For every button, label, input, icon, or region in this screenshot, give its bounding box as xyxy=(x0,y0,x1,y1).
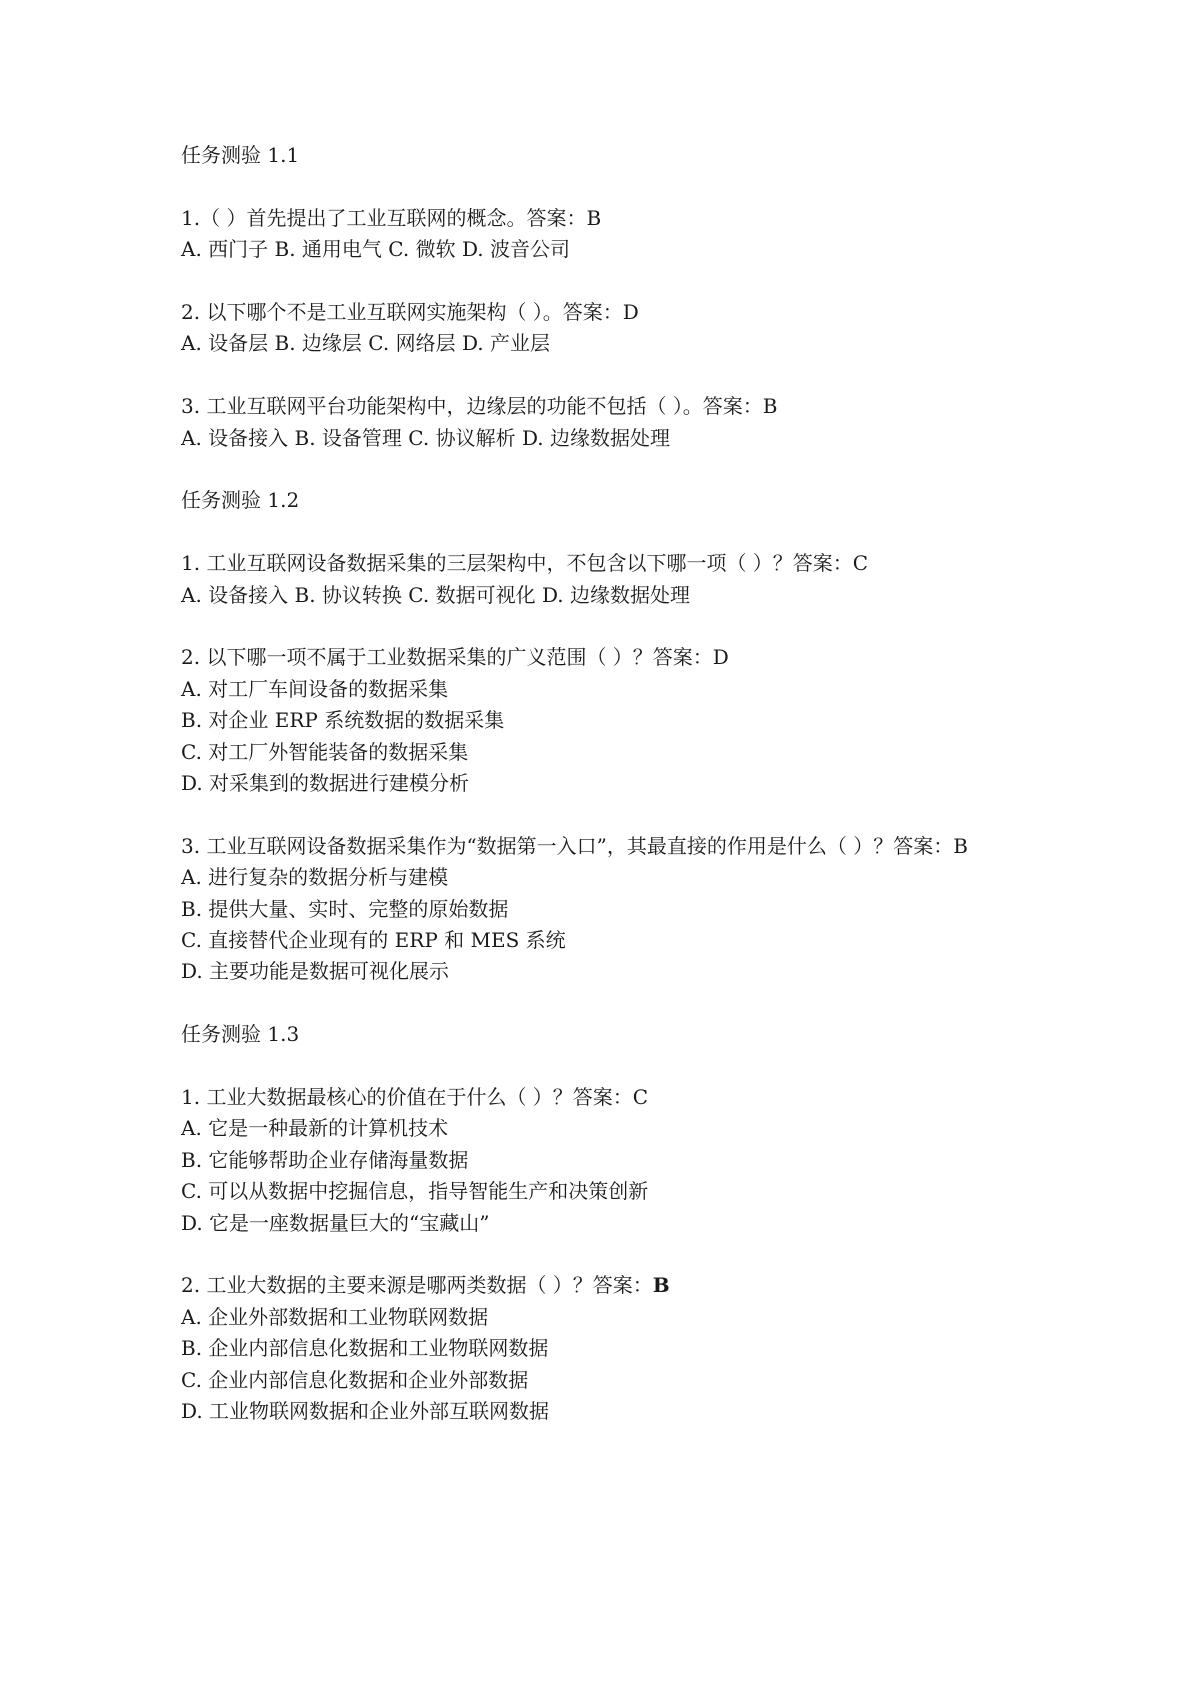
question-stem: 2. 以下哪个不是工业互联网实施架构（ ）。答案：D xyxy=(181,299,639,324)
option-c: C. 可以从数据中挖掘信息，指导智能生产和决策创新 xyxy=(181,1179,649,1204)
option-d: D. 它是一座数据量巨大的“宝藏山” xyxy=(181,1210,490,1235)
option-b: B. 它能够帮助企业存储海量数据 xyxy=(181,1147,469,1172)
question-options: A. 设备层 B. 边缘层 C. 网络层 D. 产业层 xyxy=(181,331,550,356)
question-1-1-3 xyxy=(181,391,1081,454)
question-stem: 1. 工业互联网设备数据采集的三层架构中，不包含以下哪一项（ ）？答案：C xyxy=(181,551,869,576)
question-stem: 3. 工业互联网设备数据采集作为“数据第一入口”，其最直接的作用是什么（ ）？答案：B xyxy=(181,833,968,858)
option-d: D. 主要功能是数据可视化展示 xyxy=(181,959,450,984)
option-b: B. 提供大量、实时、完整的原始数据 xyxy=(181,896,509,921)
option-d: D. 对采集到的数据进行建模分析 xyxy=(181,771,470,795)
option-b: B. 对企业 ERP 系统数据的数据采集 xyxy=(181,708,505,733)
option-a: A. 对工厂车间设备的数据采集 xyxy=(181,676,449,701)
question-stem: 3. 工业互联网平台功能架构中，边缘层的功能不包括（ ）。答案：B xyxy=(181,394,778,419)
option-c: C. 企业内部信息化数据和企业外部数据 xyxy=(181,1367,529,1392)
option-c: C. 直接替代企业现有的 ERP 和 MES 系统 xyxy=(181,928,566,953)
answer-letter: B xyxy=(652,1273,670,1298)
question-options: A. 西门子 B. 通用电气 C. 微软 D. 波音公司 xyxy=(181,237,570,262)
question-1-1-2 xyxy=(181,297,1081,360)
option-d: D. 工业物联网数据和企业外部互联网数据 xyxy=(181,1399,550,1424)
question-stem-text: 2. 工业大数据的主要来源是哪两类数据（ ）？答案： xyxy=(181,1273,653,1298)
section-title: 任务测验 1.2 xyxy=(181,488,300,513)
question-1-1-1 xyxy=(181,203,1081,266)
question-options: A. 设备接入 B. 设备管理 C. 协议解析 D. 边缘数据处理 xyxy=(181,425,670,450)
option-a: A. 企业外部数据和工业物联网数据 xyxy=(181,1304,489,1329)
question-1-2-1 xyxy=(181,548,1081,611)
section-title: 任务测验 1.3 xyxy=(181,1022,300,1047)
question-stem: 1.（ ）首先提出了工业互联网的概念。答案：B xyxy=(181,205,602,230)
section-1-2 xyxy=(181,485,1081,987)
option-c: C. 对工厂外智能装备的数据采集 xyxy=(181,739,469,764)
option-a: A. 进行复杂的数据分析与建模 xyxy=(181,865,449,890)
question-1-3-1 xyxy=(181,1082,1081,1239)
question-options: A. 设备接入 B. 协议转换 C. 数据可视化 D. 边缘数据处理 xyxy=(181,582,690,607)
section-1-3 xyxy=(181,1019,1081,1427)
question-1-3-2 xyxy=(181,1270,1081,1427)
question-stem xyxy=(181,1270,1081,1301)
question-1-2-2 xyxy=(181,642,1081,799)
quiz-document xyxy=(181,140,1081,1459)
section-title: 任务测验 1.1 xyxy=(181,143,300,167)
option-b: B. 企业内部信息化数据和工业物联网数据 xyxy=(181,1336,549,1361)
section-1-1 xyxy=(181,140,1081,454)
question-stem: 2. 以下哪一项不属于工业数据采集的广义范围（ ）？答案：D xyxy=(181,645,729,670)
question-1-2-3 xyxy=(181,831,1081,988)
question-stem: 1. 工业大数据最核心的价值在于什么（ ）？答案：C xyxy=(181,1085,649,1109)
option-a: A. 它是一种最新的计算机技术 xyxy=(181,1116,449,1141)
